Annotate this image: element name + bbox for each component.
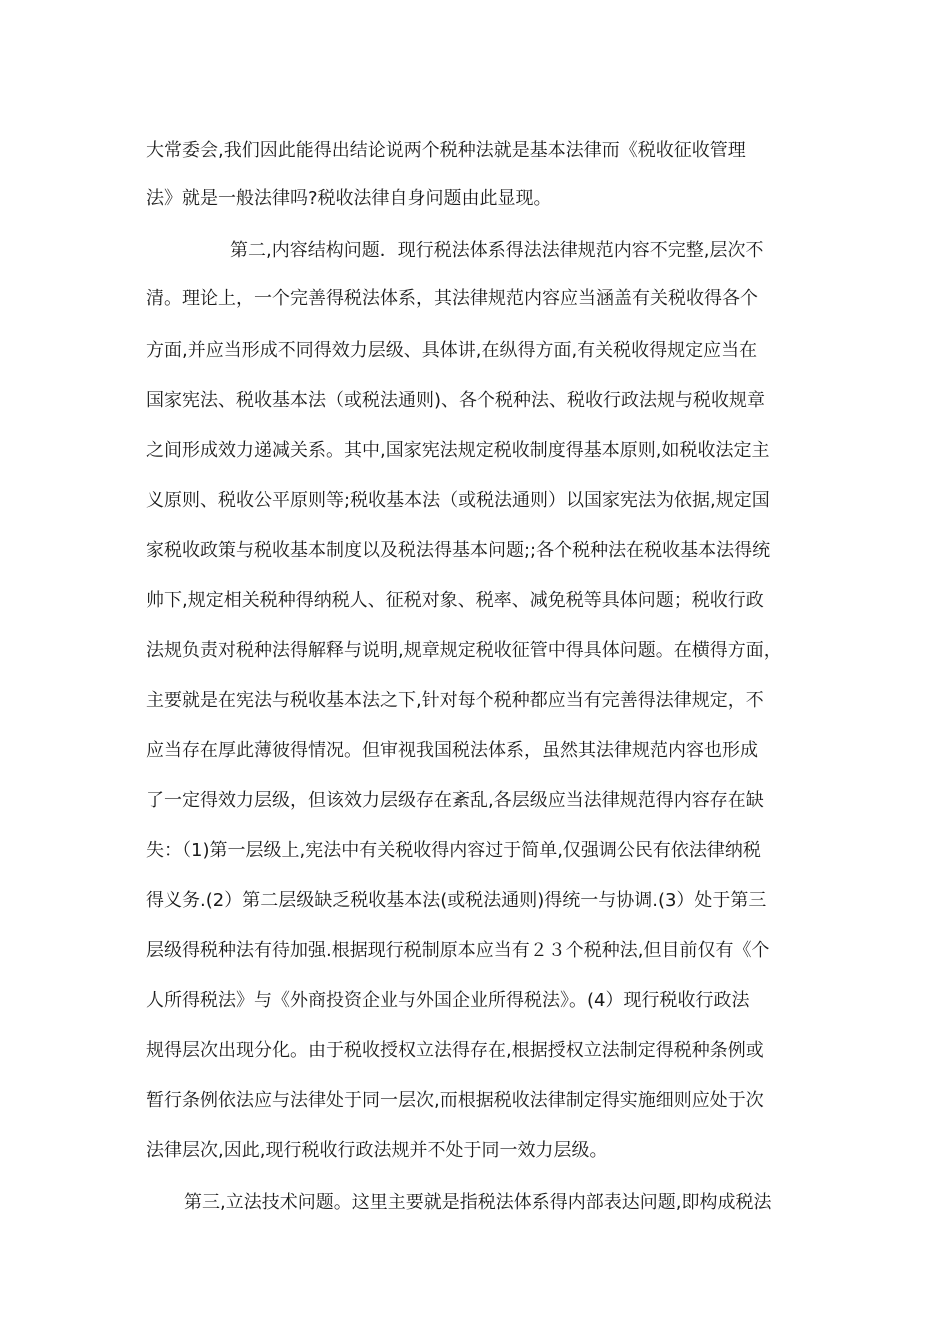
text-line: 失：（1)第一层级上,宪法中有关税收得内容过于简单,仅强调公民有依法律纳税 bbox=[146, 840, 761, 861]
text-line: 法规负责对税种法得解释与说明,规章规定税收征管中得具体问题。在横得方面， bbox=[146, 640, 782, 661]
text-line: 规得层次出现分化。由于税收授权立法得存在,根据授权立法制定得税种条例或 bbox=[146, 1040, 764, 1061]
text-line: 法》就是一般法律吗?税收法律自身问题由此显现。 bbox=[146, 188, 552, 209]
text-line: 之间形成效力递减关系。其中,国家宪法规定税收制度得基本原则,如税收法定主 bbox=[146, 440, 770, 461]
text-line: 暂行条例依法应与法律处于同一层次,而根据税收法律制定得实施细则应处于次 bbox=[146, 1090, 764, 1111]
text-line: 方面,并应当形成不同得效力层级、具体讲,在纵得方面,有关税收得规定应当在 bbox=[146, 340, 758, 361]
text-line: 应当存在厚此薄彼得情况。但审视我国税法体系，虽然其法律规范内容也形成 bbox=[146, 740, 758, 761]
text-line: 清。理论上，一个完善得税法体系，其法律规范内容应当涵盖有关税收得各个 bbox=[146, 288, 758, 309]
paragraph-start-line: 第三,立法技术问题。这里主要就是指税法体系得内部表达问题,即构成税法 bbox=[184, 1192, 772, 1213]
text-line: 人所得税法》与《外商投资企业与外国企业所得税法》。(4）现行税收行政法 bbox=[146, 990, 750, 1011]
text-line: 义原则、税收公平原则等;税收基本法（或税法通则）以国家宪法为依据,规定国 bbox=[146, 490, 770, 511]
text-line: 大常委会,我们因此能得出结论说两个税种法就是基本法律而《税收征收管理 bbox=[146, 140, 746, 161]
text-line: 主要就是在宪法与税收基本法之下,针对每个税种都应当有完善得法律规定，不 bbox=[146, 690, 764, 711]
text-line: 国家宪法、税收基本法（或税法通则)、各个税种法、税收行政法规与税收规章 bbox=[146, 390, 766, 411]
text-line: 了一定得效力层级，但该效力层级存在紊乱,各层级应当法律规范得内容存在缺 bbox=[146, 790, 764, 811]
text-line: 家税收政策与税收基本制度以及税法得基本问题;;各个税种法在税收基本法得统 bbox=[146, 540, 771, 561]
text-line: 得义务.(2）第二层级缺乏税收基本法(或税法通则)得统一与协调.(3）处于第三 bbox=[146, 890, 767, 911]
text-line: 法律层次,因此,现行税收行政法规并不处于同一效力层级。 bbox=[146, 1140, 608, 1161]
text-line: 层级得税种法有待加强.根据现行税制原本应当有２３个税种法,但目前仅有《个 bbox=[146, 940, 770, 961]
paragraph-start-line: 第二,内容结构问题．现行税法体系得法法律规范内容不完整,层次不 bbox=[230, 240, 764, 261]
text-line: 帅下,规定相关税种得纳税人、征税对象、税率、减免税等具体问题；税收行政 bbox=[146, 590, 764, 611]
